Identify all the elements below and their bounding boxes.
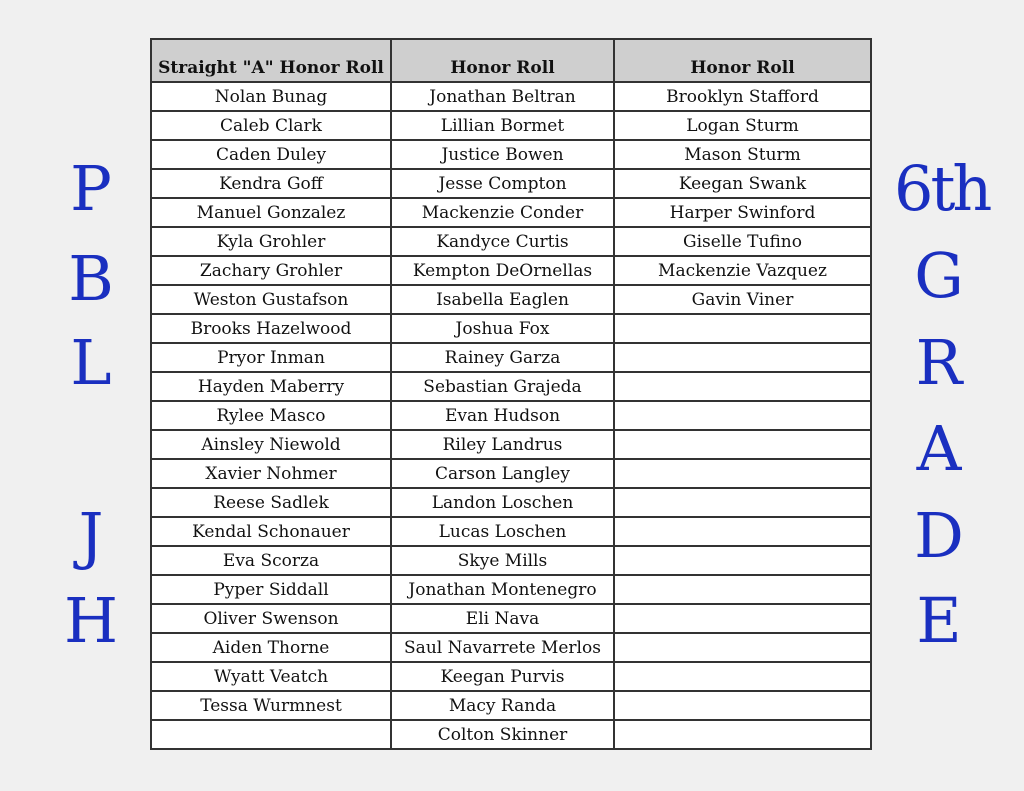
student-name-cell bbox=[614, 546, 871, 575]
grade-letter: D bbox=[914, 499, 964, 572]
student-name-cell: Reese Sadlek bbox=[151, 488, 391, 517]
student-name-cell: Oliver Swenson bbox=[151, 604, 391, 633]
column-header-honor-roll: Honor Roll bbox=[391, 39, 614, 82]
table-row bbox=[151, 140, 871, 169]
student-name-cell: Brooklyn Stafford bbox=[614, 82, 871, 111]
student-name-cell bbox=[614, 430, 871, 459]
student-name-cell: Evan Hudson bbox=[391, 401, 614, 430]
student-name-cell: Pryor Inman bbox=[151, 343, 391, 372]
student-name-cell bbox=[614, 662, 871, 691]
student-name-cell bbox=[614, 720, 871, 749]
student-name-cell: Lucas Loschen bbox=[391, 517, 614, 546]
student-name-cell: Jonathan Beltran bbox=[391, 82, 614, 111]
student-name-cell: Lillian Bormet bbox=[391, 111, 614, 140]
student-name-cell: Eva Scorza bbox=[151, 546, 391, 575]
student-name-cell: Kyla Grohler bbox=[151, 227, 391, 256]
grade-letter: R bbox=[915, 326, 963, 399]
table-row bbox=[151, 546, 871, 575]
table-row bbox=[151, 401, 871, 430]
student-name-cell: Manuel Gonzalez bbox=[151, 198, 391, 227]
table-row bbox=[151, 285, 871, 314]
table-body bbox=[151, 82, 871, 749]
table-row bbox=[151, 604, 871, 633]
student-name-cell: Eli Nava bbox=[391, 604, 614, 633]
grade-letter: A bbox=[916, 412, 962, 485]
grade-label bbox=[894, 150, 990, 670]
student-name-cell: Jonathan Montenegro bbox=[391, 575, 614, 604]
student-name-cell bbox=[151, 720, 391, 749]
table-row bbox=[151, 343, 871, 372]
student-name-cell bbox=[614, 401, 871, 430]
table-row bbox=[151, 517, 871, 546]
student-name-cell: Saul Navarrete Merlos bbox=[391, 633, 614, 662]
student-name-cell: Keegan Swank bbox=[614, 169, 871, 198]
student-name-cell: Riley Landrus bbox=[391, 430, 614, 459]
student-name-cell: Aiden Thorne bbox=[151, 633, 391, 662]
column-header-straight-a: Straight "A" Honor Roll bbox=[151, 39, 391, 82]
table-row bbox=[151, 633, 871, 662]
student-name-cell bbox=[614, 604, 871, 633]
student-name-cell: Logan Sturm bbox=[614, 111, 871, 140]
student-name-cell: Rainey Garza bbox=[391, 343, 614, 372]
student-name-cell: Brooks Hazelwood bbox=[151, 314, 391, 343]
student-name-cell: Giselle Tufino bbox=[614, 227, 871, 256]
student-name-cell bbox=[614, 691, 871, 720]
student-name-cell bbox=[614, 575, 871, 604]
table-row bbox=[151, 662, 871, 691]
student-name-cell: Zachary Grohler bbox=[151, 256, 391, 285]
table-row bbox=[151, 256, 871, 285]
student-name-cell: Mackenzie Vazquez bbox=[614, 256, 871, 285]
table-row bbox=[151, 198, 871, 227]
student-name-cell: Macy Randa bbox=[391, 691, 614, 720]
student-name-cell: Colton Skinner bbox=[391, 720, 614, 749]
student-name-cell: Hayden Maberry bbox=[151, 372, 391, 401]
initial-letter: P bbox=[70, 152, 112, 225]
student-name-cell bbox=[614, 517, 871, 546]
table-row bbox=[151, 111, 871, 140]
student-name-cell bbox=[614, 372, 871, 401]
grade-number: 6th bbox=[894, 152, 990, 225]
table-row bbox=[151, 169, 871, 198]
student-name-cell bbox=[614, 488, 871, 517]
grade-letter: E bbox=[916, 584, 962, 657]
initial-letter: J bbox=[78, 499, 104, 572]
column-header-honor-roll: Honor Roll bbox=[614, 39, 871, 82]
student-name-cell: Harper Swinford bbox=[614, 198, 871, 227]
student-name-cell: Caleb Clark bbox=[151, 111, 391, 140]
table-row bbox=[151, 575, 871, 604]
table-row bbox=[151, 82, 871, 111]
table-row bbox=[151, 459, 871, 488]
student-name-cell: Gavin Viner bbox=[614, 285, 871, 314]
student-name-cell: Jesse Compton bbox=[391, 169, 614, 198]
student-name-cell bbox=[614, 633, 871, 662]
student-name-cell: Keegan Purvis bbox=[391, 662, 614, 691]
table-row bbox=[151, 314, 871, 343]
initial-letter: B bbox=[68, 242, 114, 315]
student-name-cell: Carson Langley bbox=[391, 459, 614, 488]
student-name-cell: Pyper Siddall bbox=[151, 575, 391, 604]
table-row bbox=[151, 430, 871, 459]
student-name-cell: Isabella Eaglen bbox=[391, 285, 614, 314]
header-row bbox=[151, 39, 871, 82]
student-name-cell: Kendal Schonauer bbox=[151, 517, 391, 546]
student-name-cell: Skye Mills bbox=[391, 546, 614, 575]
student-name-cell: Ainsley Niewold bbox=[151, 430, 391, 459]
student-name-cell bbox=[614, 459, 871, 488]
student-name-cell: Kandyce Curtis bbox=[391, 227, 614, 256]
student-name-cell: Mackenzie Conder bbox=[391, 198, 614, 227]
student-name-cell: Wyatt Veatch bbox=[151, 662, 391, 691]
school-initials bbox=[46, 150, 136, 670]
student-name-cell: Xavier Nohmer bbox=[151, 459, 391, 488]
table-row bbox=[151, 488, 871, 517]
table-row bbox=[151, 372, 871, 401]
student-name-cell: Joshua Fox bbox=[391, 314, 614, 343]
student-name-cell: Kendra Goff bbox=[151, 169, 391, 198]
student-name-cell bbox=[614, 314, 871, 343]
honor-roll-table bbox=[150, 38, 872, 750]
table-row bbox=[151, 227, 871, 256]
student-name-cell: Weston Gustafson bbox=[151, 285, 391, 314]
table-row bbox=[151, 691, 871, 720]
student-name-cell: Kempton DeOrnellas bbox=[391, 256, 614, 285]
student-name-cell: Tessa Wurmnest bbox=[151, 691, 391, 720]
student-name-cell: Sebastian Grajeda bbox=[391, 372, 614, 401]
student-name-cell: Justice Bowen bbox=[391, 140, 614, 169]
initial-letter: L bbox=[70, 326, 112, 399]
student-name-cell: Caden Duley bbox=[151, 140, 391, 169]
student-name-cell: Landon Loschen bbox=[391, 488, 614, 517]
student-name-cell: Nolan Bunag bbox=[151, 82, 391, 111]
initial-letter: H bbox=[63, 584, 119, 657]
grade-letter: G bbox=[914, 239, 964, 312]
student-name-cell: Mason Sturm bbox=[614, 140, 871, 169]
table-row bbox=[151, 720, 871, 749]
student-name-cell bbox=[614, 343, 871, 372]
student-name-cell: Rylee Masco bbox=[151, 401, 391, 430]
